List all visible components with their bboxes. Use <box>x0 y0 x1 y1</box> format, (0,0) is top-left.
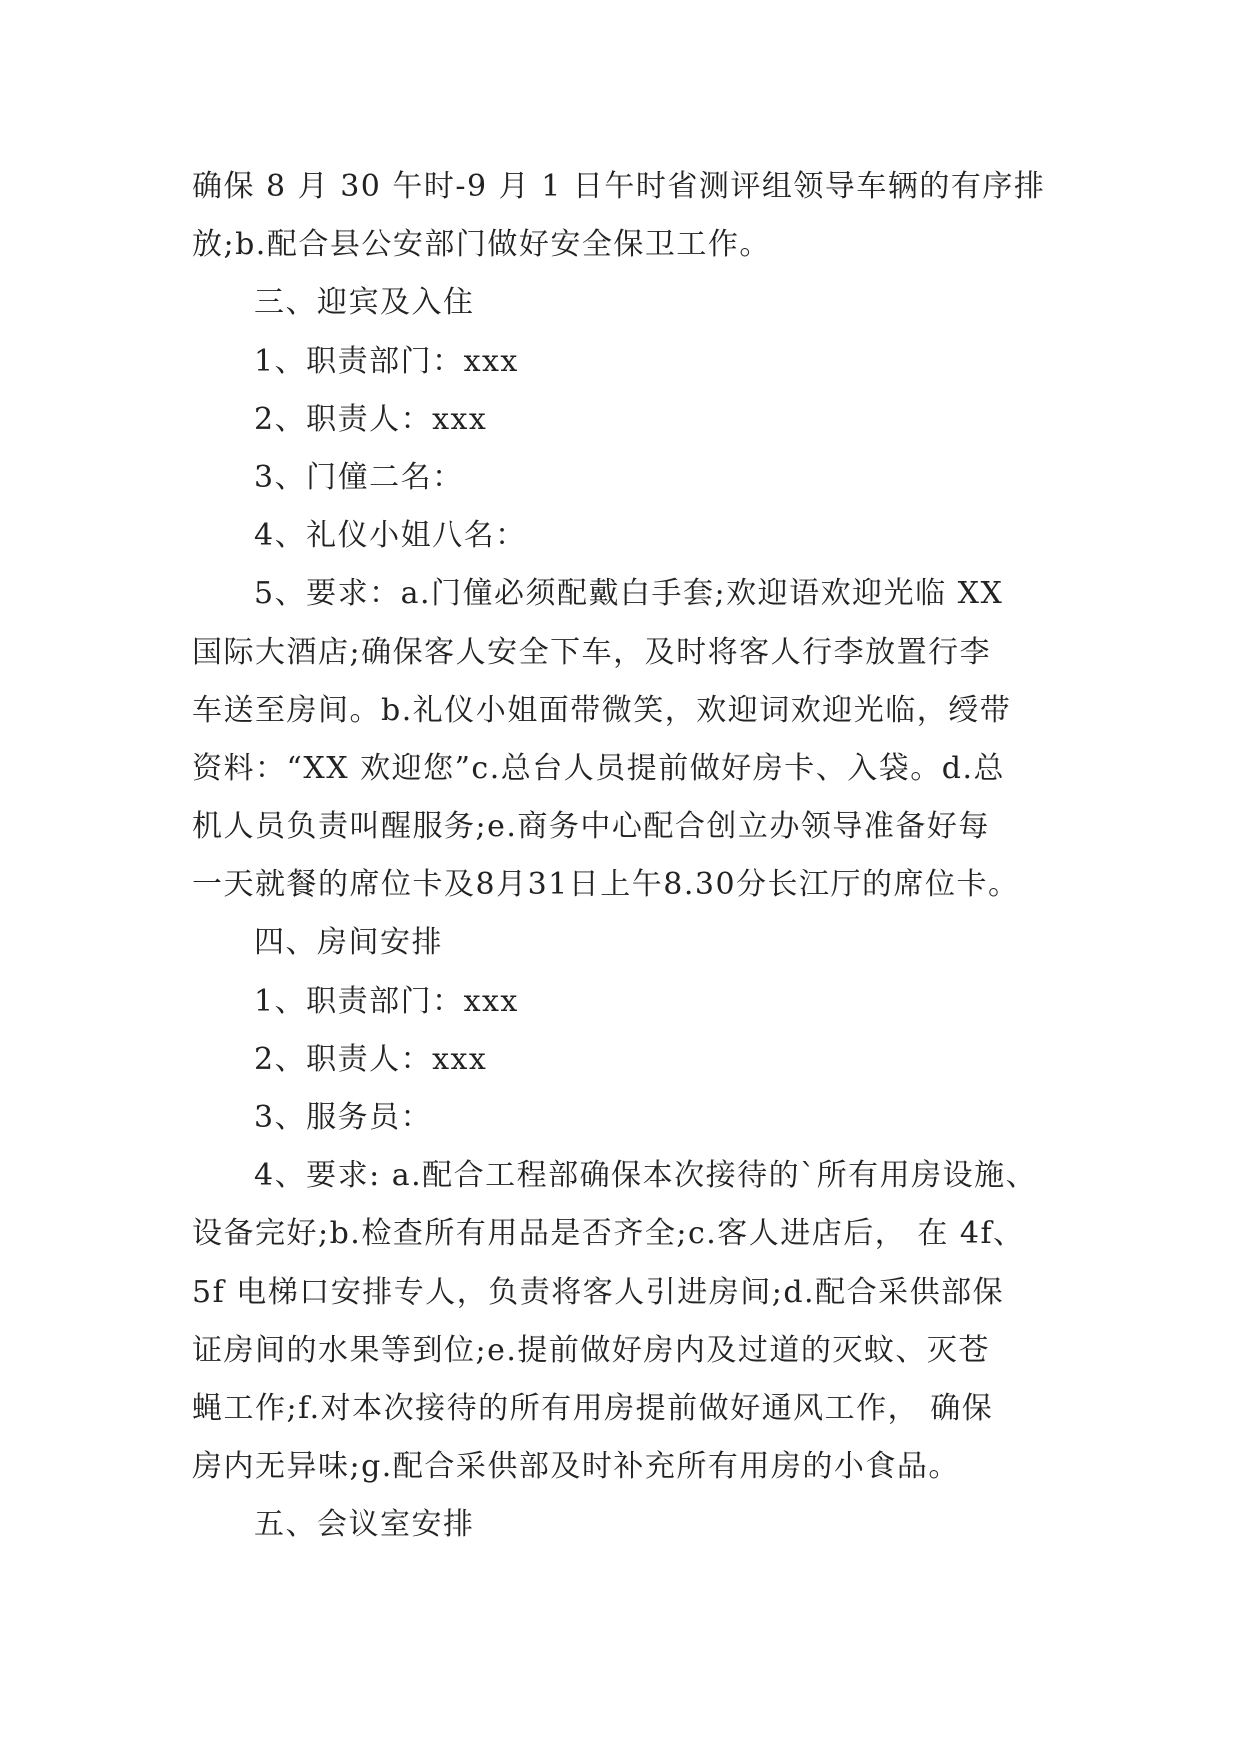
list-item: 4、要求: a.配合工程部确保本次接待的`所有用房设施、 <box>254 1158 1038 1194</box>
section-heading: 五、会议室安排 <box>254 1507 475 1543</box>
text-line: 设备完好;b.检查所有用品是否齐全;c.客人进店后， 在 4f、 <box>192 1216 1025 1252</box>
list-item: 3、门僮二名： <box>254 459 464 495</box>
text-line: 蝇工作;f.对本次接待的所有用房提前做好通风工作， 确保 <box>192 1390 994 1426</box>
text-line: 房内无异味;g.配合采供部及时补充所有用房的小食品。 <box>192 1449 960 1485</box>
document-body <box>192 158 1052 1555</box>
text-line: 机人员负责叫醒服务;e.商务中心配合创立办领导准备好每 <box>192 809 990 845</box>
text-line: 放;b.配合县公安部门做好安全保卫工作。 <box>192 227 771 263</box>
list-item: 2、职责人：xxx <box>254 1041 488 1077</box>
section-heading: 三、迎宾及入住 <box>254 285 475 321</box>
section-heading: 四、房间安排 <box>254 925 443 961</box>
list-item: 5、要求：a.门僮必须配戴白手套;欢迎语欢迎光临 XX <box>254 576 1004 612</box>
text-line: 5f 电梯口安排专人，负责将客人引进房间;d.配合采供部保 <box>192 1274 1005 1310</box>
text-line: 证房间的水果等到位;e.提前做好房内及过道的灭蚊、灭苍 <box>192 1332 990 1368</box>
text-line: 国际大酒店;确保客人安全下车，及时将客人行李放置行李 <box>192 634 992 670</box>
list-item: 4、礼仪小姐八名： <box>254 518 527 554</box>
text-line: 一天就餐的席位卡及8月31日上午8.30分长江厅的席位卡。 <box>192 867 1020 903</box>
text-line: 资料：“XX 欢迎您”c.总台人员提前做好房卡、入袋。d.总 <box>192 750 1006 786</box>
list-item: 1、职责部门：xxx <box>254 983 519 1019</box>
text-line: 确保 8 月 30 午时-9 月 1 日午时省测评组领导车辆的有序排 <box>192 169 1046 204</box>
list-item: 3、服务员： <box>254 1100 433 1135</box>
list-item: 1、职责部门：xxx <box>254 343 519 379</box>
text-line: 车送至房间。b.礼仪小姐面带微笑，欢迎词欢迎光临，绶带 <box>192 692 1012 728</box>
list-item: 2、职责人：xxx <box>254 401 488 437</box>
